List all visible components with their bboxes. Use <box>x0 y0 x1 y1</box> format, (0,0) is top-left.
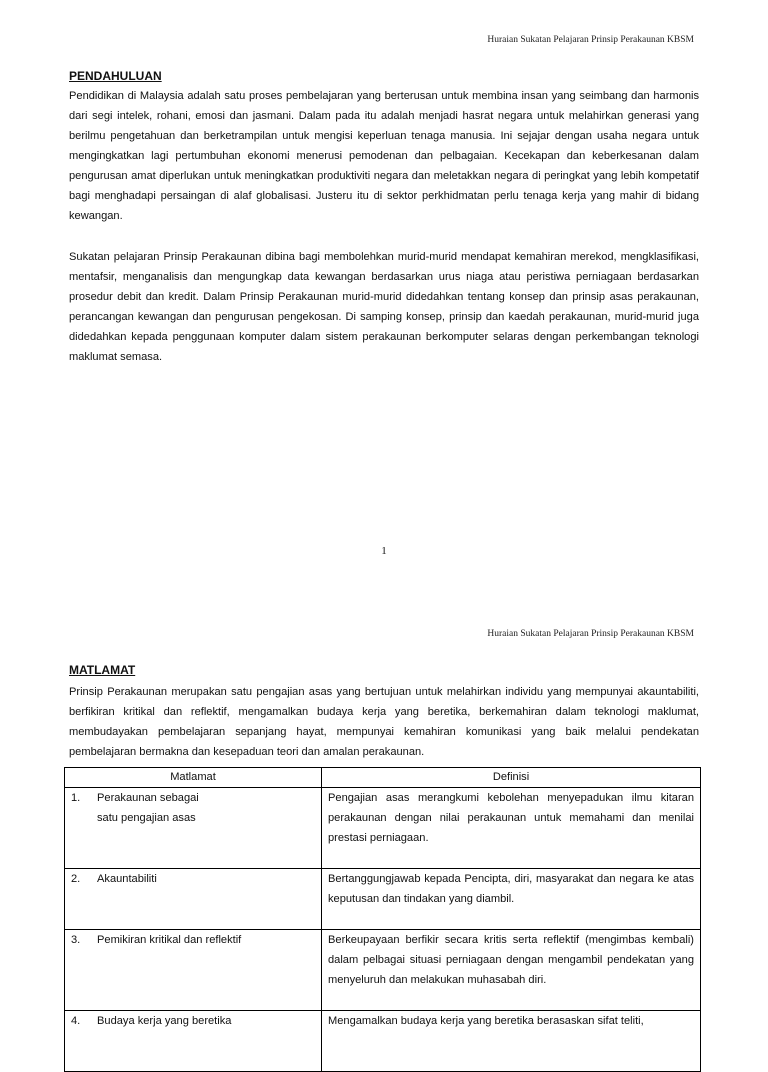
goals-table <box>64 767 701 1072</box>
goal-line: Perakaunan sebagai <box>97 792 199 804</box>
goal-label: Pemikiran kritikal dan reflektif <box>97 934 242 946</box>
goal-line: satu pengajian asas <box>97 812 196 824</box>
table-row <box>65 788 701 869</box>
section-heading-pendahuluan: PENDAHULUAN <box>69 69 162 83</box>
row-number: 3. <box>71 934 81 946</box>
intro-paragraph-2: Sukatan pelajaran Prinsip Perakaunan dibina bagi membolehkan murid-murid mendapat kemahiran merekod, mengklasifikasi, mentafsir, menganalisis dan mengungkap data kewangan berdasarkan urus niaga atau peristiwa perniagaan berdasarkan prosedur debit dan kredit. Dalam Prinsip Perakaunan murid-murid didedahkan tentang konsep dan prinsip asas perakaunan, perancangan kewangan dan pengurusan pengekosan. Di samping konsep, prinsip dan kaedah perakaunan, murid-murid juga didedahkan kepada penggunaan komputer dalam sistem perakaunan berkomputer selaras dengan perkembangan teknologi maklumat semasa. <box>69 251 699 364</box>
definition-cell: Mengamalkan budaya kerja yang beretika berasaskan sifat teliti, <box>322 1011 701 1072</box>
definition-cell: Bertanggungjawab kepada Pencipta, diri, masyarakat dan negara ke atas keputusan dan tindakan yang diambil. <box>322 869 701 930</box>
goal-label: Budaya kerja yang beretika <box>97 1015 232 1027</box>
running-header: Huraian Sukatan Pelajaran Prinsip Perakaunan KBSM <box>487 629 694 639</box>
goal-cell <box>65 930 322 1011</box>
column-header-matlamat: Matlamat <box>65 768 322 788</box>
goals-paragraph: Prinsip Perakaunan merupakan satu pengajian asas yang bertujuan untuk melahirkan individu yang mempunyai akauntabiliti, berfikiran kritikal dan reflektif, mengamalkan budaya kerja yang beretika, berkemahiran dalam teknologi maklumat, membudayakan pembelajaran sepanjang hayat, mempunyai kemahiran komunikasi yang baik melalui pendekatan pembelajaran bermakna dan kesepaduan teori dan amalan perakaunan. <box>69 686 699 759</box>
column-header-definisi: Definisi <box>322 768 701 788</box>
row-number: 2. <box>71 873 81 885</box>
page-number: 1 <box>381 545 387 557</box>
table-row <box>65 869 701 930</box>
running-header: Huraian Sukatan Pelajaran Prinsip Perakaunan KBSM <box>487 35 694 45</box>
goal-cell <box>65 869 322 930</box>
table-header-row <box>65 768 701 788</box>
goal-cell <box>65 788 322 869</box>
table-row <box>65 1011 701 1072</box>
definition-cell: Berkeupayaan berfikir secara kritis serta reflektif (mengimbas kembali) dalam pelbagai situasi perniagaan dengan mengambil pendekatan yang menyeluruh dan melakukan muhasabah diri. <box>322 930 701 1011</box>
goal-label: Akauntabiliti <box>97 873 157 885</box>
row-number: 1. <box>71 792 81 804</box>
section-heading-matlamat: MATLAMAT <box>69 663 136 677</box>
definition-cell: Pengajian asas merangkumi kebolehan menyepadukan ilmu kitaran perakaunan dengan nilai perakaunan untuk memahami dan menilai prestasi perniagaan. <box>322 788 701 869</box>
goal-cell <box>65 1011 322 1072</box>
intro-paragraph-1: Pendidikan di Malaysia adalah satu proses pembelajaran yang berterusan untuk membina insan yang seimbang dan harmonis dari segi intelek, rohani, emosi dan jasmani. Dalam pada itu adalah menjadi hasrat negara untuk melahirkan generasi yang berilmu pengetahuan dan berketrampilan untuk mengisi keperluan tenaga manusia. Ini sejajar dengan usaha negara untuk mengingkatkan lagi pertumbuhan ekonomi menerusi pemodenan dan pelbagaian. Kecekapan dan keberkesanan dalam pengurusan amat diperlukan untuk meningkatkan produktiviti negara dan meletakkan negara di peringkat yang lebih kompetatif bagi menghadapi persaingan di alaf globalisasi. Justeru itu di sektor perkhidmatan perlu tenaga kerja yang mahir di bidang kewangan. <box>69 90 699 223</box>
table-row <box>65 930 701 1011</box>
row-number: 4. <box>71 1015 81 1027</box>
